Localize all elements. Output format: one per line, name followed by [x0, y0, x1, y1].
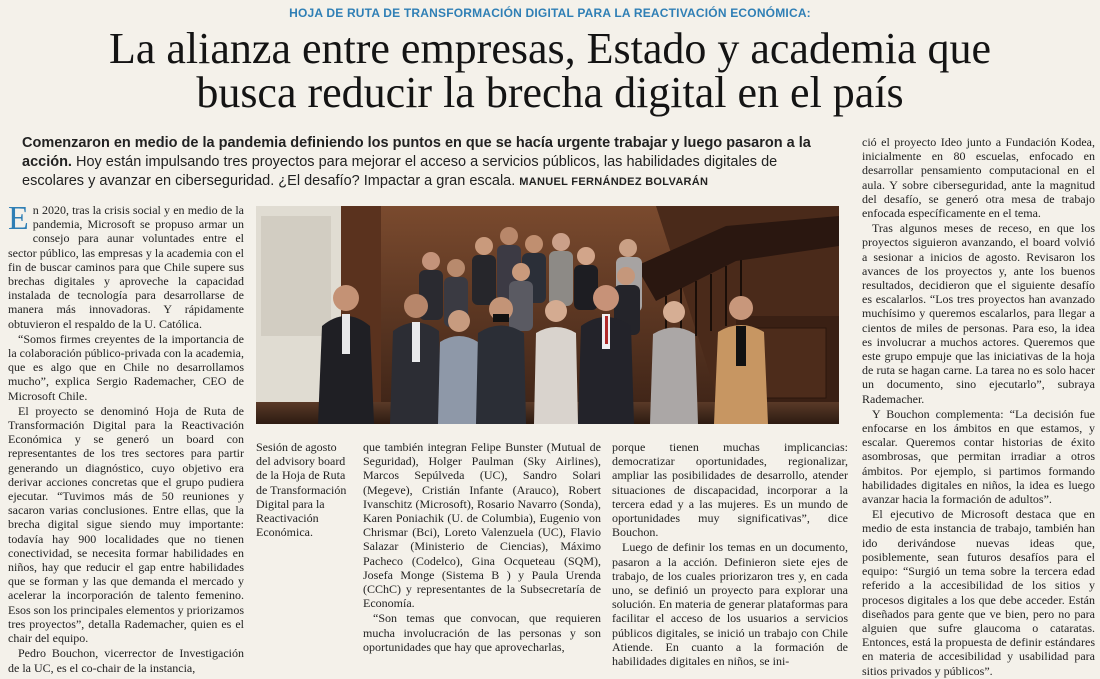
paragraph: Pedro Bouchon, vicerrector de Investigación de la UC, es el co-chair de la instancia, — [8, 646, 244, 675]
paragraph: ció el proyecto Ideo junto a Fundación Kodea, inicialmente en 80 escuelas, enfocado en desarrollar pensamiento computacional en el aula. Y sobre ciberseguridad, ante la magnitud del desafío, se generó otra mesa de trabajo enfocada específicamente en el tema. — [862, 135, 1095, 221]
byline: MANUEL FERNÁNDEZ BOLVARÁN — [519, 176, 709, 188]
standfirst-bold: Comenzaron en medio de la pandemia definiendo los puntos en que se hacía urgente trabajar y luego pasaron a la acción. — [22, 135, 811, 170]
paragraph — [8, 200, 244, 331]
paragraph: Luego de definir los temas en un documento, pasaron a la acción. Definieron siete ejes de trabajo, de los cuales priorizaron tres y, en cada uno, se definió un proyecto para explorar una solución. En materia de generar plataformas para facilitar el acceso de los usuarios a servicios públicos digitales, se inició un trabajo con Chile Atiende. En cuanto a la formación de habilidades digitales en niños, se ini- — [612, 540, 848, 669]
group-photo-illustration — [256, 206, 839, 424]
photo-caption: Sesión de agosto del advisory board de la Hoja de Ruta de Transformación Digital para la Reactivación Económica. — [256, 440, 347, 540]
kicker: HOJA DE RUTA DE TRANSFORMACIÓN DIGITAL PARA LA REACTIVACIÓN ECONÓMICA: — [289, 6, 811, 20]
headline — [0, 24, 1100, 117]
group-photo — [256, 206, 839, 424]
paragraph: que también integran Felipe Bunster (Mutual de Seguridad), Holger Paulman (Sky Airlines), Marcos Sepúlveda (UC), Sandro Solari (Megeve), Cristián Infante (Arauco), Robert Ivanschitz (Microsoft), Rosario Navarro (Sonda), Karen Poniachik (U. de Columbia), Eugenio von Chrismar (Bci), Loreto Valenzuela (UC), Flavio Salazar (Ministerio de Ciencias), Máximo Pacheco (Codelco), Gina Ocqueteau (SQM), Josefa Monge (Sistema B ) y Paula Urenda (CChC) y representantes de la Subsecretaría de Economía. — [363, 440, 601, 611]
standfirst — [22, 134, 842, 192]
paragraph: Tras algunos meses de receso, en que los proyectos siguieron avanzando, el board volvió a sesionar a inicios de agosto. Revisaron los avances de los proyectos y, ante los buenos resultados, decidieron que el siguiente desafío es escalarlos. “Los tres proyectos han avanzado muchísimo y queremos escalarlos, para llegar a cientos de miles de personas. Para eso, la idea es involucrar a muchos actores. Queremos que este grupo empuje que las iniciativas de la hoja de ruta se hagan carne. La tarea no es solo hacer un documento, sino ejecutarlo”, subraya Rademacher. — [862, 221, 1095, 406]
article-column-1 — [8, 200, 244, 676]
paragraph: “Somos firmes creyentes de la importancia de la colaboración público-privada con la academia, que es algo que en Chile no desarrollamos mucho”, explica Sergio Rademacher, CEO de Microsoft Chile. — [8, 331, 244, 403]
article-column-2 — [363, 440, 601, 655]
paragraph: El ejecutivo de Microsoft destaca que en medio de esta instancia de trabajo, también han ido derivándose nuevas ideas que, posiblemente, sean futuros desafíos para el equipo: “Surgió un tema sobre la tercera edad referido a la accesibilidad de los sitios y procesos digitales a los que debe acceder. Están diseñados para gente que ve bien, pero no para alguien que sufre glaucoma o cataratas. Entonces, está la propuesta de definir estándares en materia de accesibilidad y usabilidad para sitios privados y públicos”. — [862, 507, 1095, 678]
paragraph: Y Bouchon complementa: “La decisión fue enfocarse en los ámbitos en que estamos, y escalar. Queremos contar historias de éxito asombrosas, que permitan irradiar a otros ámbitos. Por ejemplo, si partimos formando habilidades digitales en niños, la idea es luego avanzar hacia la formación de adultos”. — [862, 406, 1095, 507]
headline-line-2: busca reducir la brecha digital en el país — [196, 68, 904, 117]
paragraph: “Son temas que convocan, que requieren mucha involucración de las personas y son oportunidades que hay que aprovecharlas, — [363, 611, 601, 654]
paragraph: El proyecto se denominó Hoja de Ruta de Transformación Digital para la Reactivación Económica y se generó un board con representantes de los tres sectores para partir generando un diagnóstico, cuyo objetivo era derivar acciones concretas que el grupo pudiera ejecutar. “Tuvimos más de 50 reuniones y sacaron varias conclusiones. Entre ellas, que la brecha digital sigue siendo muy importante: todavía hay 900 localidades que no tienen conectividad, se necesita formar habilidades en niños, hay que reducir el gap entre habilidades que se forman y las que demanda el mercado y acelerar la incorporación de talento femenino. Esos son los principales elementos y priorizamos tres proyectos”, detalla Rademacher, quien es el chair del equipo. — [8, 403, 244, 646]
drop-cap: E — [8, 200, 29, 237]
article-column-4 — [862, 135, 1095, 679]
paragraph: porque tienen muchas implicancias: democratizar oportunidades, regionalizar, ampliar las posibilidades de desarrollo, atender situaciones de discapacidad, incorporar a la tercera edad y a las mujeres. Es un mundo de oportunidades muy significativas”, dice Bouchon. — [612, 440, 848, 540]
article-column-3 — [612, 440, 848, 669]
paragraph-text: n 2020, tras la crisis social y en medio de la pandemia, Microsoft se propuso armar un consejo para aunar voluntades entre el sector público, las empresas y la academia con el fin de buscar caminos para que Chile supere sus brechas digitales y aproveche la capacidad instalada de tecnología para desarrollarse de manera más innovadoras. Y rápidamente obtuvieron el respaldo de la U. Católica. — [8, 203, 244, 331]
standfirst-text: Hoy están impulsando tres proyectos para mejorar el acceso a servicios públicos, las habilidades digitales de escolares y avanzar en ciberseguridad. ¿El desafío? Impactar a gran escala. — [22, 154, 778, 189]
headline-line-1: La alianza entre empresas, Estado y academia que — [109, 24, 991, 73]
